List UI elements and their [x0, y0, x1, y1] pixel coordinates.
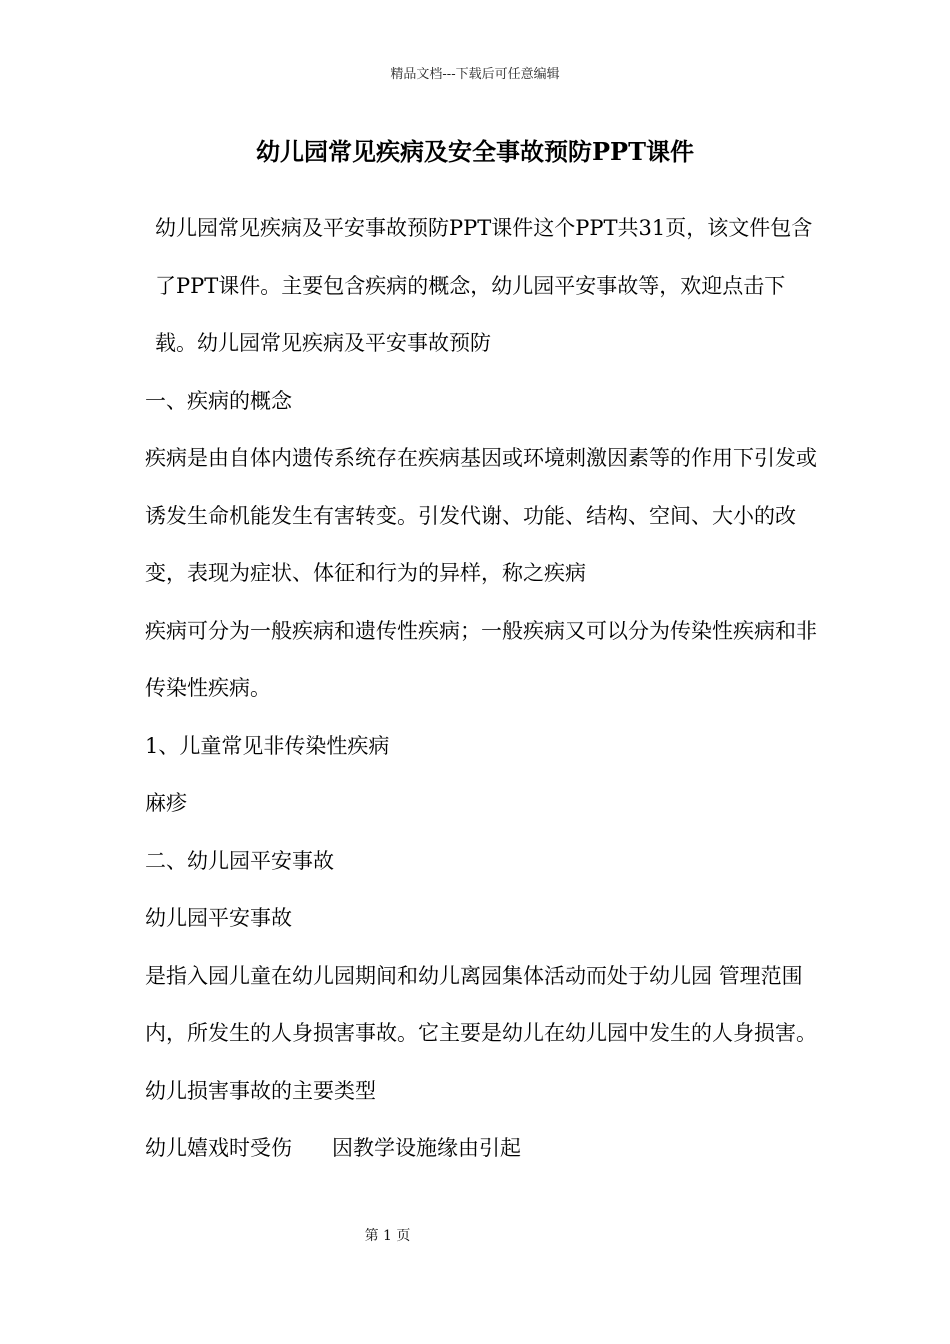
document-title: 幼儿园常见疾病及安全事故预防PPT课件 — [256, 137, 694, 166]
page-header: 精品文档---下载后可任意编辑 — [390, 67, 560, 82]
section-heading-disease-concept: 一、疾病的概念 — [145, 388, 292, 413]
injury-types-heading: 幼儿损害事故的主要类型 — [145, 1078, 376, 1103]
intro-paragraph: 幼儿园常见疾病及平安事故预防PPT课件这个PPT共31页，该文件包含了PPT课件。主要包含疾病的概念，幼儿园平安事故等，欢迎点击下载。幼儿园常见疾病及平安事故预防 — [155, 216, 813, 355]
disease-classification-paragraph: 疾病可分为一般疾病和遗传性疾病；一般疾病又可以分为传染性疾病和非传染性疾病。 — [145, 618, 817, 700]
safety-accident-definition-paragraph: 是指入园儿童在幼儿园期间和幼儿离园集体活动而处于幼儿园 管理范围内，所发生的人身损害事故。它主要是幼儿在幼儿园中发生的人身损害。 — [145, 963, 817, 1045]
disease-definition-paragraph: 疾病是由自体内遗传系统存在疾病基因或环境刺激因素等的作用下引发或诱发生命机能发生有害转变。引发代谢、功能、结构、空间、大小的改变，表现为症状、体征和行为的异样，称之疾病 — [145, 446, 817, 585]
injury-types-line: 幼儿嬉戏时受伤 因教学设施缘由引起 — [145, 1136, 522, 1160]
document-body — [145, 200, 821, 1178]
measles-line: 麻疹 — [145, 791, 187, 815]
page-number: 第 1 页 — [364, 1228, 411, 1244]
subheading-non-infectious: 1、儿童常见非传染性疾病 — [145, 733, 390, 758]
section-heading-safety-accidents: 二、幼儿园平安事故 — [145, 848, 334, 873]
safety-accidents-label: 幼儿园平安事故 — [145, 906, 292, 930]
